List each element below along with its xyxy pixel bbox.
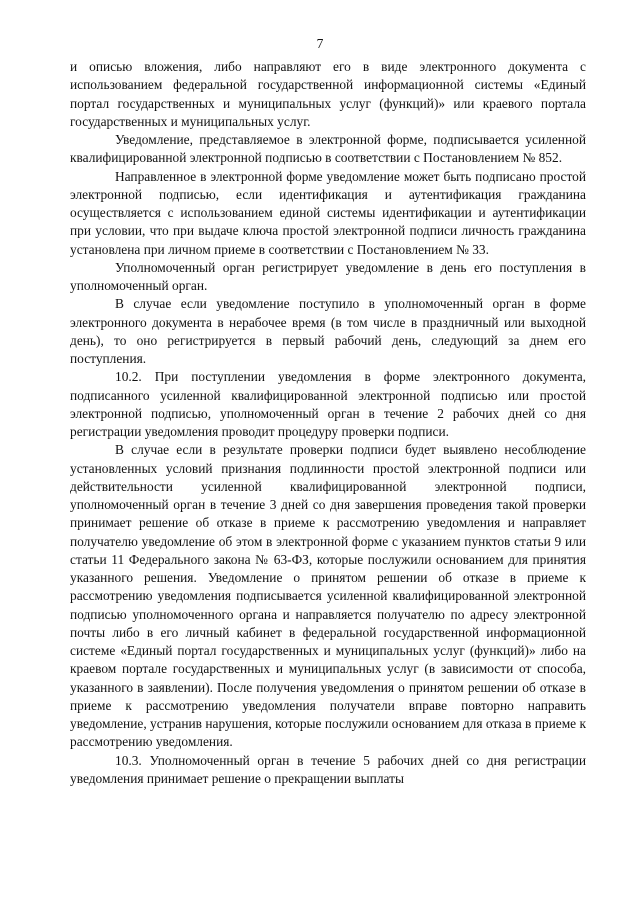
paragraph-simple-signature: Направленное в электронной форме уведомление может быть подписано простой электронной подписью, если идентификация и аутентификация гражданина осуществляется с использованием единой системы идентификации и аутентификации при условии, что при выдаче ключа простой электронной подписи личность гражданина установлена при личном приеме в соответствии с Постановлением № 33. — [70, 168, 586, 257]
paragraph-10-2: 10.2. При поступлении уведомления в форме электронного документа, подписанного усиленной квалифицированной электронной подписью или простой электронной подписью, уполномоченный орган в течение 2 рабочих дней со дня регистрации уведомления проводит процедуру проверки подписи. — [70, 369, 586, 439]
paragraph-registration: Уполномоченный орган регистрирует уведомление в день его поступления в уполномоченный орган. — [70, 259, 586, 293]
paragraph-signature-requirement: Уведомление, представляемое в электронной форме, подписывается усиленной квалифицированной электронной подписью в соответствии с Постановлением № 852. — [70, 132, 586, 166]
paragraph-10-3: 10.3. Уполномоченный орган в течение 5 рабочих дней со дня регистрации уведомления принимает решение о прекращении выплаты — [70, 752, 586, 786]
paragraph-verification-failure: В случае если в результате проверки подписи будет выявлено несоблюдение установленных условий признания подлинности простой электронной подписи или действительности усиленной квалифицированной электронной подписи, уполномоченный орган в течение 3 дней со дня завершения проведения такой проверки принимает решение об отказе в приеме к рассмотрению уведомления и направляет получателю уведомление об этом в электронной форме с указанием пунктов статьи 9 или статьи 11 Федерального закона № 63-ФЗ, которые послужили основанием для принятия указанного решения. Уведомление о принятом решении об отказе в приеме к рассмотрению уведомления подписывается усиленной квалифицированной электронной подписью уполномоченного органа и направляется получателю по адресу электронной почты либо в его личный кабинет в федеральной государственной информационной системе «Единый портал государственных и муниципальных услуг (функций)» либо на краевом портале государственных и муниципальных услуг (в зависимости от способа, указанного в заявлении). После получения уведомления о принятом решении об отказе в приеме к рассмотрению уведомления получатели вправе повторно направить уведомление, устранив нарушения, которые послужили основанием для отказа в приеме к рассмотрению уведомления. — [70, 442, 586, 750]
page-number: 7 — [316, 36, 324, 51]
document-body — [70, 58, 586, 788]
paragraph-continuation: и описью вложения, либо направляют его в виде электронного документа с использованием федеральной государственной информационной системы «Единый портал государственных и муниципальных услуг (функций)» или краевого портала государственных и муниципальных услуг. — [70, 59, 586, 129]
paragraph-nonworking-time: В случае если уведомление поступило в уполномоченный орган в форме электронного документа в нерабочее время (в том числе в праздничный или выходной день), то оно регистрируется в первый рабочий день, следующий за днем его поступления. — [70, 296, 586, 366]
